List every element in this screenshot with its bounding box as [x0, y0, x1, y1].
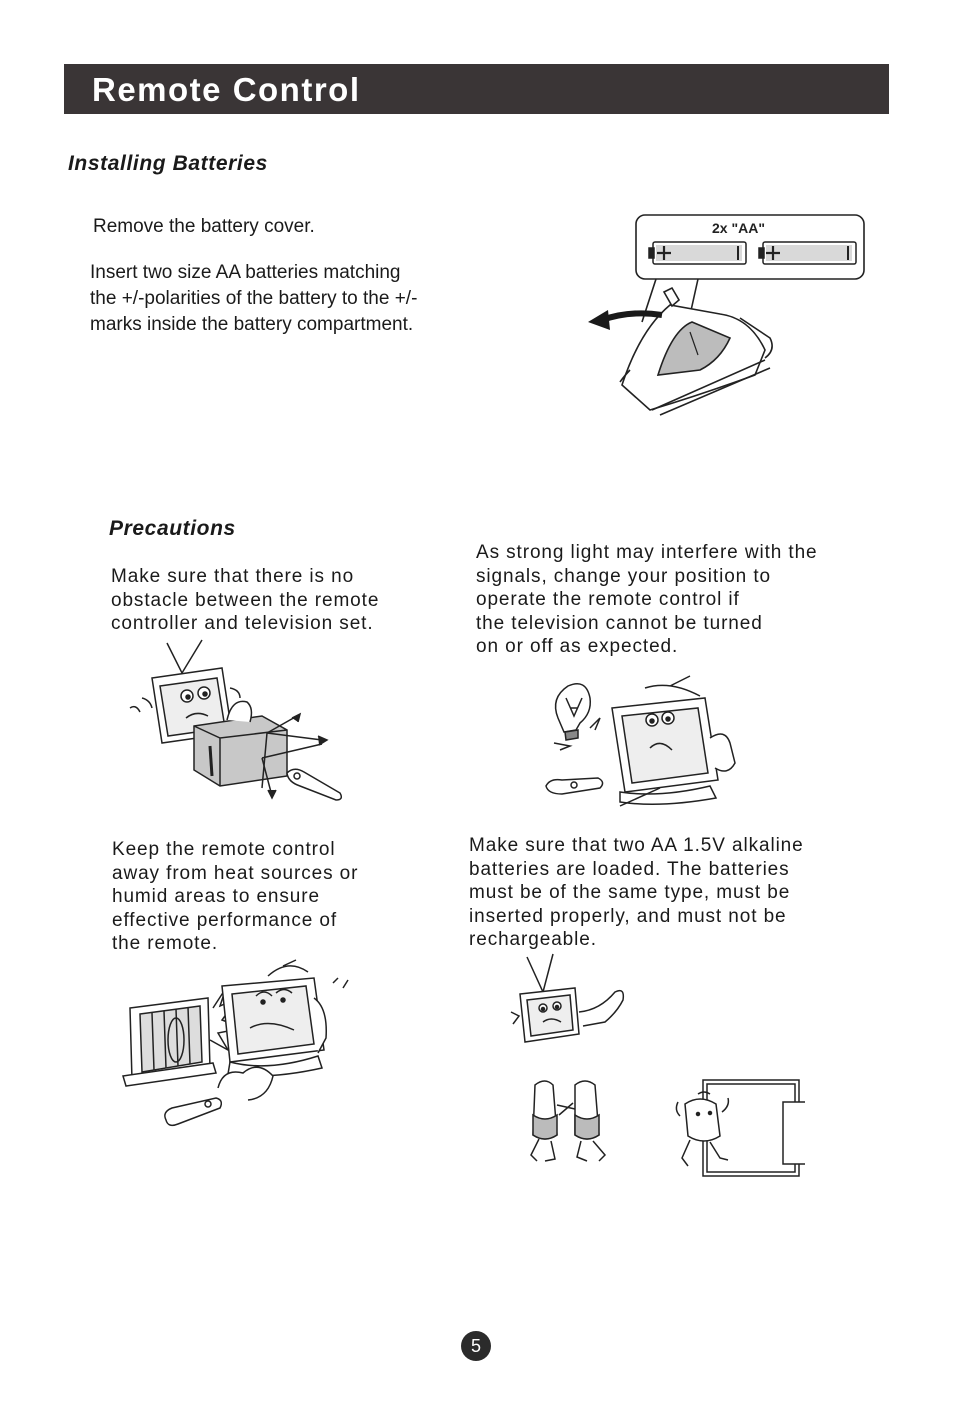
precaution-line: As strong light may interfere with the — [476, 542, 818, 563]
precaution-line: effective performance of — [112, 909, 338, 931]
section-header-bar — [64, 64, 889, 114]
precaution-line: on or off as expected. — [476, 636, 679, 657]
precaution-line: Make sure that there is no — [111, 566, 355, 587]
precaution-line: controller and television set. — [111, 613, 374, 634]
step-insert-line: the +/-polarities of the battery to the +/- — [90, 288, 418, 309]
precaution-line: away from heat sources or — [112, 862, 359, 884]
precaution-line: Make sure that two AA 1.5V alkaline — [469, 835, 804, 856]
heat-source-illustration — [118, 958, 358, 1133]
strong-light-illustration — [540, 668, 750, 810]
precaution-line: signals, change your position to — [476, 565, 771, 587]
step-remove-cover-text: Remove the battery cover. — [93, 216, 315, 237]
precaution-obstacle-text — [111, 565, 379, 636]
page-number-badge: 5 — [461, 1331, 491, 1361]
precautions-heading: Precautions — [109, 517, 236, 540]
step-insert-line: marks inside the battery compartment. — [90, 314, 414, 335]
precaution-line: rechargeable. — [469, 929, 597, 950]
mismatched-batteries-illustration — [515, 1075, 620, 1167]
precaution-line: Keep the remote control — [112, 839, 336, 860]
step-insert-line: Insert two size AA batteries matching — [90, 262, 401, 283]
precaution-alkaline-batteries-text — [469, 834, 804, 952]
precaution-line: obstacle between the remote — [111, 589, 380, 611]
precaution-line: the television cannot be turned — [476, 612, 763, 634]
tv-obstacle-illustration — [122, 638, 352, 808]
tv-warning-illustration — [505, 952, 630, 1047]
precaution-line: the remote. — [112, 933, 219, 954]
precaution-line: batteries are loaded. The batteries — [469, 858, 790, 880]
no-recharge-illustration — [670, 1076, 805, 1180]
precaution-line: inserted properly, and must not be — [469, 905, 787, 927]
precaution-line: must be of the same type, must be — [469, 882, 791, 903]
precaution-strong-light-text — [476, 541, 818, 659]
page-title: Remote Control — [92, 71, 361, 108]
precaution-heat-humidity-text — [112, 838, 358, 956]
battery-compartment-illustration — [580, 210, 870, 425]
battery-count-label: 2x "AA" — [712, 220, 765, 236]
installing-batteries-heading: Installing Batteries — [68, 152, 268, 175]
precaution-line: humid areas to ensure — [112, 886, 320, 907]
precaution-line: operate the remote control if — [476, 589, 740, 610]
step-insert-batteries-text — [90, 260, 417, 338]
